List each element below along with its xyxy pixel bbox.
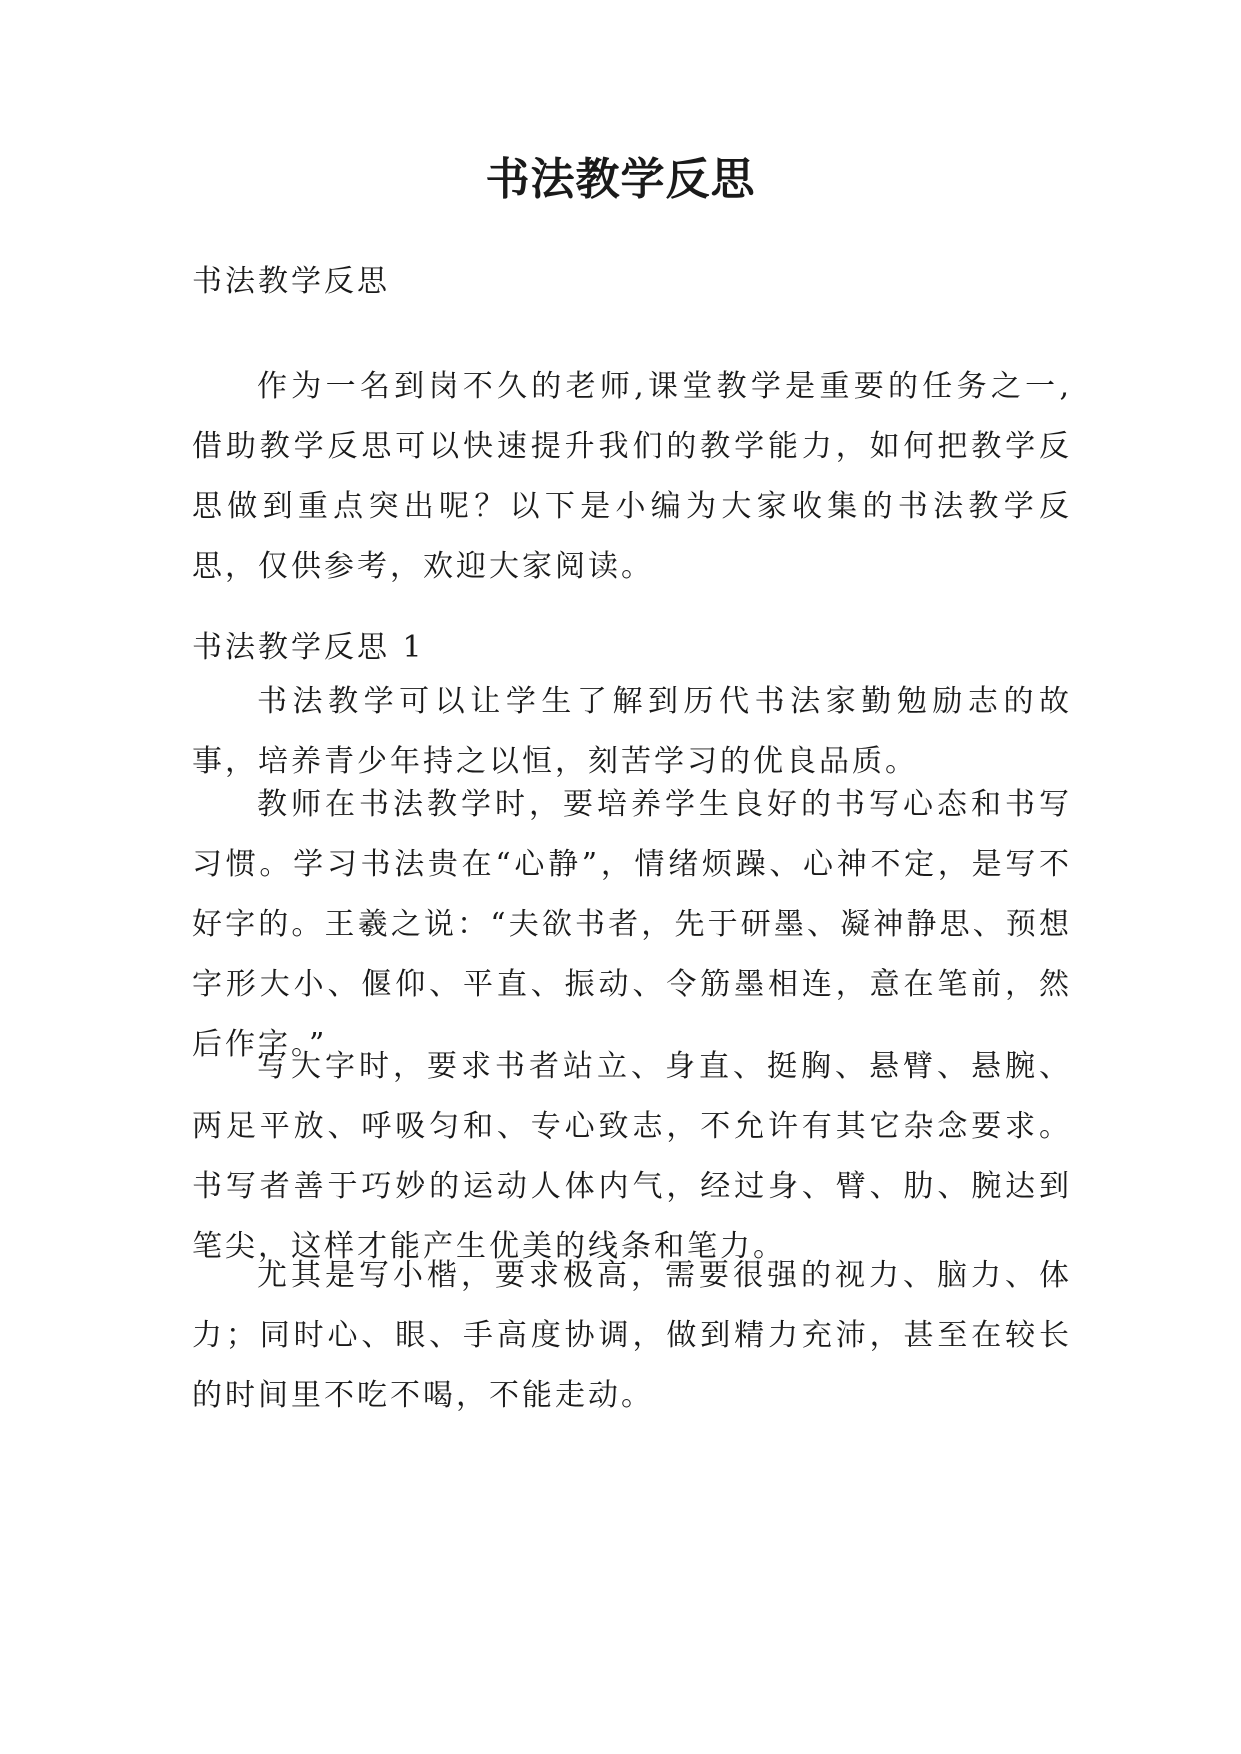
document-subtitle: 书法教学反思 (192, 264, 390, 299)
document-title: 书法教学反思 (485, 154, 756, 205)
intro-paragraph: 作为一名到岗不久的老师,课堂教学是重要的任务之一,借助教学反思可以快速提升我们的教学能力，如何把教学反思做到重点突出呢？以下是小编为大家收集的书法教学反思，仅供参考，欢迎大家阅读。 (192, 369, 1072, 584)
section-paragraph-2: 教师在书法教学时，要培养学生良好的书写心态和书写习惯。学习书法贵在“心静”，情绪烦躁、心神不定，是写不好字的。王羲之说：“夫欲书者，先于研墨、凝神静思、预想字形大小、偃仰、平直、振动、令筋墨相连，意在笔前，然后作字。” (192, 787, 1072, 1062)
section-paragraph-3: 写大字时，要求书者站立、身直、挺胸、悬臂、悬腕、两足平放、呼吸匀和、专心致志，不允许有其它杂念要求。书写者善于巧妙的运动人体内气，经过身、臂、肋、腕达到笔尖，这样才能产生优美的线条和笔力。 (192, 1049, 1072, 1264)
section-paragraph-4: 尤其是写小楷，要求极高，需要很强的视力、脑力、体力；同时心、眼、手高度协调，做到精力充沛，甚至在较长的时间里不吃不喝，不能走动。 (192, 1258, 1072, 1413)
section-paragraph-1: 书法教学可以让学生了解到历代书法家勤勉励志的故事，培养青少年持之以恒，刻苦学习的优良品质。 (192, 684, 1072, 779)
section-heading: 书法教学反思 1 (192, 630, 425, 665)
